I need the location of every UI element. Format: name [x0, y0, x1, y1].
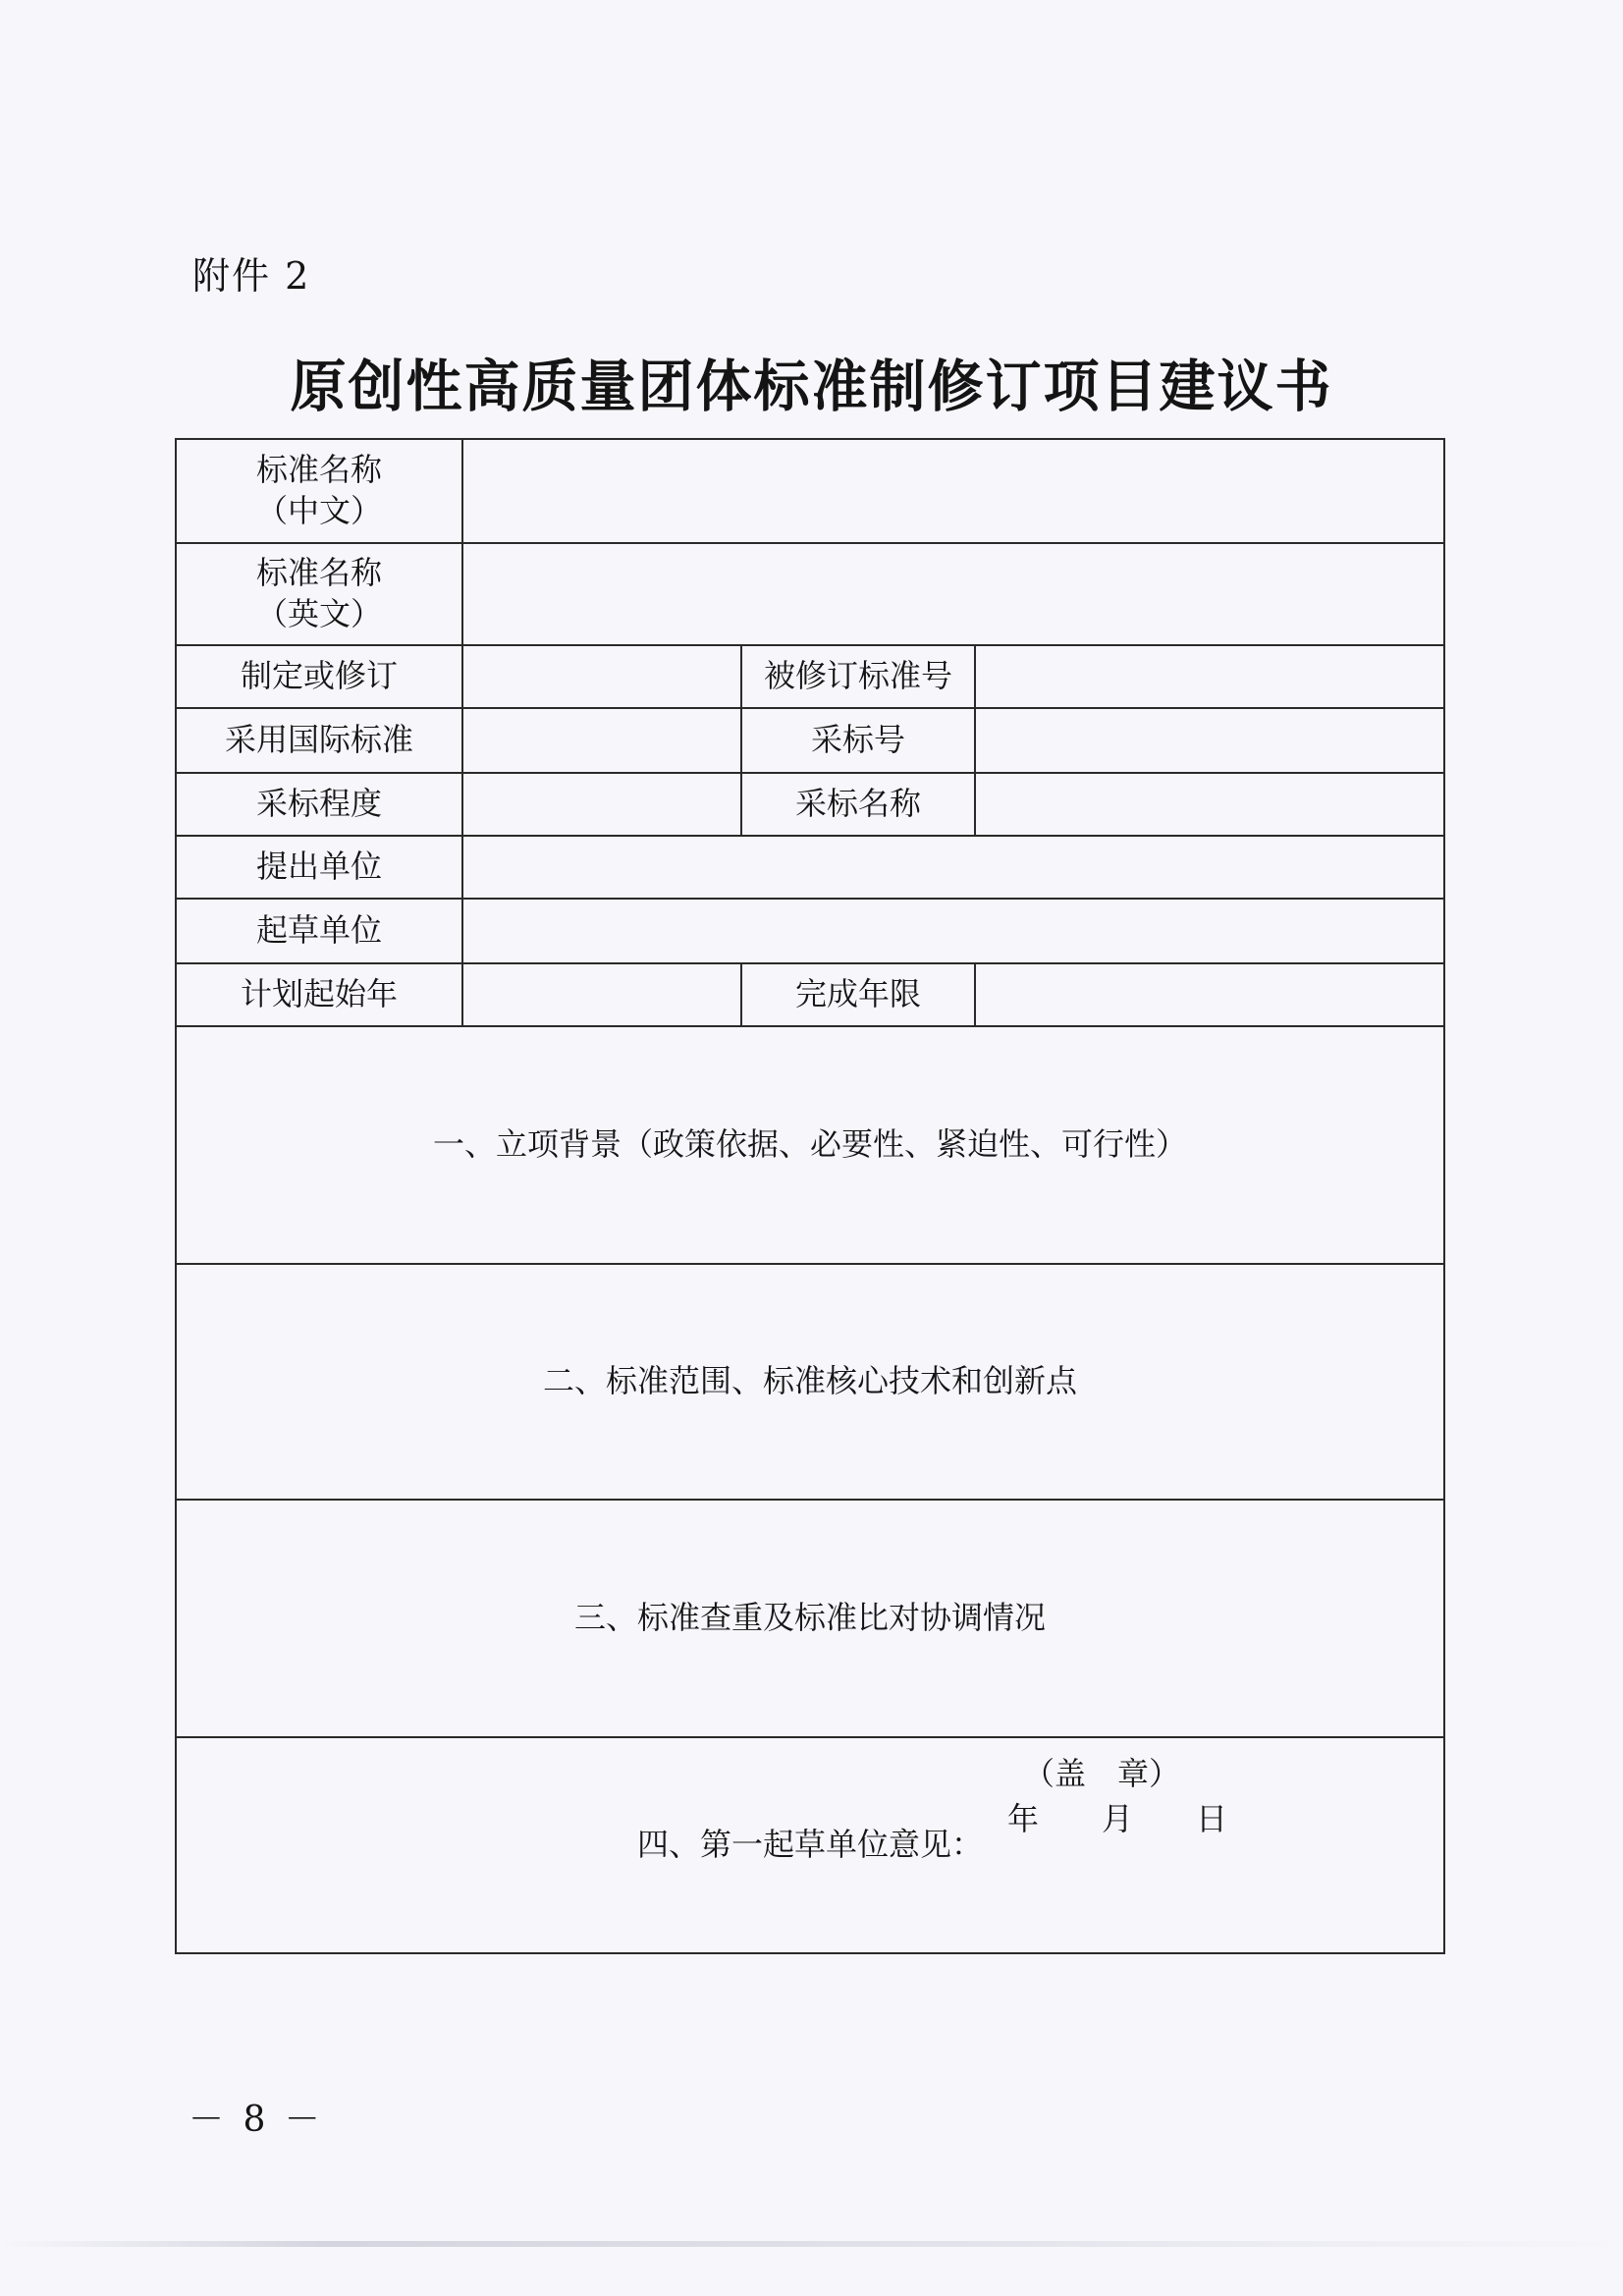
table-row: [176, 963, 1444, 1026]
scope-heading: 二、标准范围、标准核心技术和创新点: [543, 1362, 1078, 1400]
cn-name-value[interactable]: [462, 439, 1444, 543]
en-name-label: [176, 543, 462, 645]
en-name-value[interactable]: [462, 543, 1444, 645]
table-row: [176, 773, 1444, 836]
attachment-label: 附件 2: [192, 254, 311, 298]
page-number: － 8 －: [189, 2100, 324, 2140]
revise-type-value[interactable]: [462, 645, 741, 708]
revised-std-no-value[interactable]: [975, 645, 1444, 708]
drafter-label: 起草单位: [176, 899, 462, 963]
adopted-std-name-value[interactable]: [975, 773, 1444, 836]
table-row: [176, 1264, 1444, 1500]
revise-type-label: 制定或修订: [176, 645, 462, 708]
table-row: [176, 1026, 1444, 1264]
background-heading: 一、立项背景（政策依据、必要性、紧迫性、可行性）: [433, 1125, 1188, 1164]
check-heading: 三、标准查重及标准比对协调情况: [574, 1599, 1047, 1637]
table-row: [176, 543, 1444, 645]
deadline-value[interactable]: [975, 963, 1444, 1026]
intl-std-label: 采用国际标准: [176, 708, 462, 773]
document-title: 原创性高质量团体标准制修订项目建议书: [290, 354, 1333, 419]
table-row: [176, 836, 1444, 899]
adopted-std-no-label: 采标号: [741, 708, 975, 773]
en-name-label-line2: （英文）: [255, 595, 382, 632]
opinion-section[interactable]: [176, 1737, 1444, 1953]
seal-date-text: 年 月 日: [1007, 1800, 1228, 1838]
adoption-degree-label: 采标程度: [176, 773, 462, 836]
seal-block: [1007, 1751, 1227, 1842]
deadline-label: 完成年限: [741, 963, 975, 1026]
adopted-std-name-label: 采标名称: [741, 773, 975, 836]
proposer-label: 提出单位: [176, 836, 462, 899]
cn-name-label-line2: （中文）: [255, 492, 382, 529]
drafter-value[interactable]: [462, 899, 1444, 963]
opinion-heading: 四、第一起草单位意见：: [637, 1826, 984, 1864]
table-row: [176, 1500, 1444, 1737]
table-row: [176, 645, 1444, 708]
revised-std-no-label: 被修订标准号: [741, 645, 975, 708]
check-section[interactable]: [176, 1500, 1444, 1737]
adoption-degree-value[interactable]: [462, 773, 741, 836]
table-row: [176, 439, 1444, 543]
plan-start-value[interactable]: [462, 963, 741, 1026]
background-section[interactable]: [176, 1026, 1444, 1264]
seal-stamp-text: （盖 章）: [1023, 1755, 1181, 1793]
intl-std-value[interactable]: [462, 708, 741, 773]
table-row: [176, 1737, 1444, 1953]
table-row: [176, 708, 1444, 773]
table-row: [176, 899, 1444, 963]
plan-start-label: 计划起始年: [176, 963, 462, 1026]
scan-artifact-line: [0, 2241, 1623, 2247]
proposal-form-table: [175, 438, 1445, 1954]
proposer-value[interactable]: [462, 836, 1444, 899]
en-name-label-line1: 标准名称: [255, 554, 382, 592]
cn-name-label-line1: 标准名称: [255, 451, 382, 489]
cn-name-label: [176, 439, 462, 543]
scope-section[interactable]: [176, 1264, 1444, 1500]
adopted-std-no-value[interactable]: [975, 708, 1444, 773]
